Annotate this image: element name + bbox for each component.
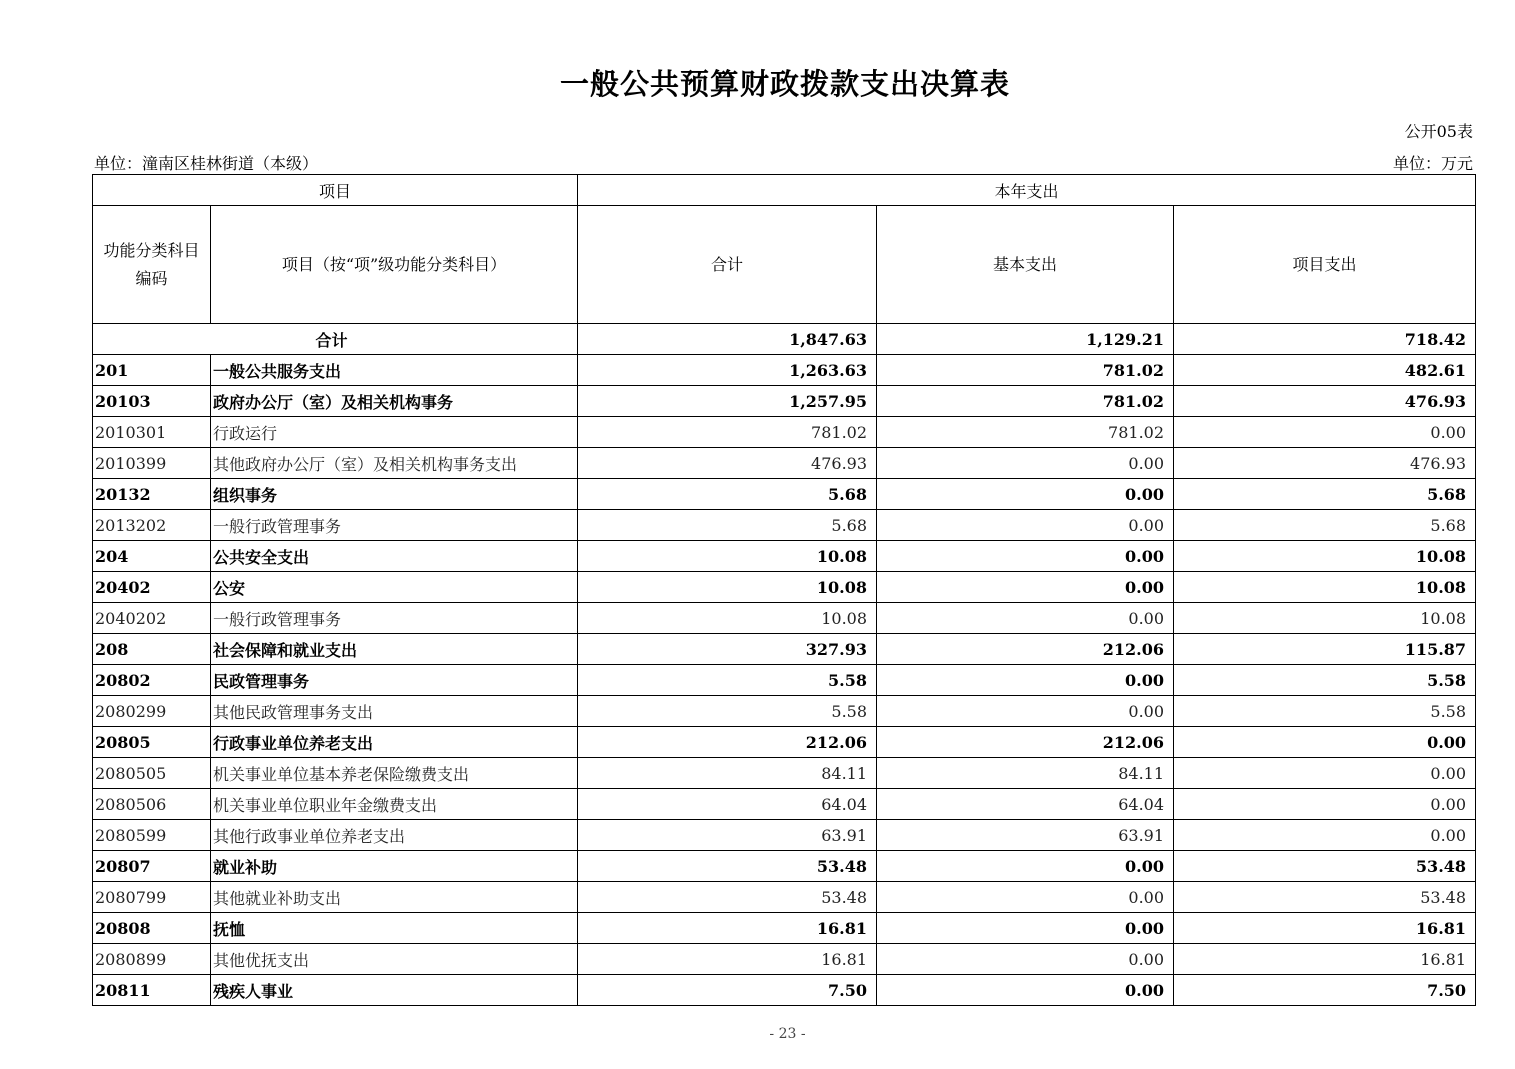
row-basic: 0.00 — [877, 603, 1174, 634]
row-name: 政府办公厅（室）及相关机构事务 — [211, 386, 578, 417]
row-code: 204 — [93, 541, 211, 572]
header-current-year: 本年支出 — [578, 175, 1476, 206]
row-code: 2080599 — [93, 820, 211, 851]
row-total: 476.93 — [578, 448, 877, 479]
header-name: 项目（按“项”级功能分类科目） — [211, 206, 578, 324]
row-total: 5.58 — [578, 696, 877, 727]
row-project: 0.00 — [1174, 789, 1476, 820]
row-basic: 84.11 — [877, 758, 1174, 789]
table-row — [93, 510, 1476, 541]
row-project: 7.50 — [1174, 975, 1476, 1006]
row-name: 公安 — [211, 572, 578, 603]
row-basic: 0.00 — [877, 541, 1174, 572]
row-basic: 0.00 — [877, 975, 1174, 1006]
row-total: 212.06 — [578, 727, 877, 758]
row-basic: 781.02 — [877, 386, 1174, 417]
row-basic: 63.91 — [877, 820, 1174, 851]
document-title: 一般公共预算财政拨款支出决算表 — [559, 67, 1010, 101]
header-total: 合计 — [578, 206, 877, 324]
table-row — [93, 851, 1476, 882]
table-row — [93, 355, 1476, 386]
row-code: 20807 — [93, 851, 211, 882]
row-code: 201 — [93, 355, 211, 386]
row-project: 5.68 — [1174, 510, 1476, 541]
row-total: 10.08 — [578, 541, 877, 572]
row-name: 其他优抚支出 — [211, 944, 578, 975]
row-project: 10.08 — [1174, 603, 1476, 634]
table-row — [93, 634, 1476, 665]
row-code: 20811 — [93, 975, 211, 1006]
row-code: 208 — [93, 634, 211, 665]
row-total: 16.81 — [578, 913, 877, 944]
table-row — [93, 975, 1476, 1006]
row-name: 机关事业单位职业年金缴费支出 — [211, 789, 578, 820]
row-code: 20402 — [93, 572, 211, 603]
table-row — [93, 789, 1476, 820]
row-basic: 0.00 — [877, 944, 1174, 975]
row-project: 10.08 — [1174, 541, 1476, 572]
row-code: 2080506 — [93, 789, 211, 820]
row-name: 一般行政管理事务 — [211, 510, 578, 541]
row-basic: 0.00 — [877, 510, 1174, 541]
row-code: 2010301 — [93, 417, 211, 448]
row-name: 其他就业补助支出 — [211, 882, 578, 913]
row-name: 其他民政管理事务支出 — [211, 696, 578, 727]
table-row — [93, 820, 1476, 851]
row-basic: 64.04 — [877, 789, 1174, 820]
expenditure-table — [92, 174, 1476, 1006]
row-code: 2040202 — [93, 603, 211, 634]
row-code: 20132 — [93, 479, 211, 510]
row-project: 0.00 — [1174, 758, 1476, 789]
table-row — [93, 448, 1476, 479]
table-row — [93, 603, 1476, 634]
row-project: 482.61 — [1174, 355, 1476, 386]
row-total: 5.58 — [578, 665, 877, 696]
row-code: 20802 — [93, 665, 211, 696]
table-row — [93, 944, 1476, 975]
row-code: 20805 — [93, 727, 211, 758]
row-project: 5.58 — [1174, 696, 1476, 727]
row-project: 5.58 — [1174, 665, 1476, 696]
row-basic: 212.06 — [877, 727, 1174, 758]
row-project: 53.48 — [1174, 851, 1476, 882]
row-name: 公共安全支出 — [211, 541, 578, 572]
table-code: 公开05表 — [1404, 122, 1473, 141]
row-name: 一般公共服务支出 — [211, 355, 578, 386]
row-basic: 0.00 — [877, 572, 1174, 603]
row-total: 5.68 — [578, 479, 877, 510]
row-project: 16.81 — [1174, 944, 1476, 975]
row-total: 7.50 — [578, 975, 877, 1006]
total-project: 718.42 — [1174, 324, 1476, 355]
row-project: 16.81 — [1174, 913, 1476, 944]
table-row — [93, 541, 1476, 572]
header-project: 项目 — [93, 175, 578, 206]
total-basic: 1,129.21 — [877, 324, 1174, 355]
row-total: 10.08 — [578, 603, 877, 634]
row-name: 组织事务 — [211, 479, 578, 510]
row-project: 0.00 — [1174, 727, 1476, 758]
row-total: 53.48 — [578, 882, 877, 913]
row-basic: 0.00 — [877, 913, 1174, 944]
row-total: 63.91 — [578, 820, 877, 851]
row-code: 20808 — [93, 913, 211, 944]
table-row — [93, 758, 1476, 789]
row-name: 行政运行 — [211, 417, 578, 448]
page-number: - 23 - — [769, 1026, 806, 1042]
currency-unit: 单位：万元 — [1392, 154, 1473, 173]
row-name: 残疾人事业 — [211, 975, 578, 1006]
row-total: 84.11 — [578, 758, 877, 789]
row-project: 0.00 — [1174, 417, 1476, 448]
row-code: 2080505 — [93, 758, 211, 789]
row-code: 2013202 — [93, 510, 211, 541]
row-code: 2080299 — [93, 696, 211, 727]
row-basic: 0.00 — [877, 696, 1174, 727]
row-code: 2010399 — [93, 448, 211, 479]
row-project: 53.48 — [1174, 882, 1476, 913]
reporting-unit: 单位：潼南区桂林街道（本级） — [94, 154, 319, 173]
row-basic: 0.00 — [877, 851, 1174, 882]
table-row — [93, 386, 1476, 417]
row-basic: 781.02 — [877, 355, 1174, 386]
header-code: 功能分类科目编码 — [93, 206, 211, 324]
header-project-expense: 项目支出 — [1174, 206, 1476, 324]
row-basic: 212.06 — [877, 634, 1174, 665]
row-basic: 0.00 — [877, 882, 1174, 913]
header-basic: 基本支出 — [877, 206, 1174, 324]
row-project: 476.93 — [1174, 386, 1476, 417]
row-code: 2080799 — [93, 882, 211, 913]
row-name: 行政事业单位养老支出 — [211, 727, 578, 758]
total-label: 合计 — [93, 324, 578, 355]
table-row — [93, 913, 1476, 944]
row-total: 781.02 — [578, 417, 877, 448]
table-row — [93, 417, 1476, 448]
row-total: 10.08 — [578, 572, 877, 603]
row-name: 机关事业单位基本养老保险缴费支出 — [211, 758, 578, 789]
row-basic: 0.00 — [877, 448, 1174, 479]
row-project: 476.93 — [1174, 448, 1476, 479]
row-project: 5.68 — [1174, 479, 1476, 510]
table-row — [93, 479, 1476, 510]
table-row — [93, 696, 1476, 727]
row-name: 一般行政管理事务 — [211, 603, 578, 634]
header-row-columns — [93, 206, 1476, 324]
row-name: 抚恤 — [211, 913, 578, 944]
row-basic: 0.00 — [877, 479, 1174, 510]
row-total: 1,263.63 — [578, 355, 877, 386]
header-row-top — [93, 175, 1476, 206]
table-row — [93, 727, 1476, 758]
row-name: 其他政府办公厅（室）及相关机构事务支出 — [211, 448, 578, 479]
table-row — [93, 882, 1476, 913]
total-row — [93, 324, 1476, 355]
row-name: 其他行政事业单位养老支出 — [211, 820, 578, 851]
row-name: 就业补助 — [211, 851, 578, 882]
row-project: 10.08 — [1174, 572, 1476, 603]
row-total: 64.04 — [578, 789, 877, 820]
row-name: 民政管理事务 — [211, 665, 578, 696]
row-total: 327.93 — [578, 634, 877, 665]
row-code: 20103 — [93, 386, 211, 417]
row-basic: 0.00 — [877, 665, 1174, 696]
row-total: 53.48 — [578, 851, 877, 882]
row-project: 0.00 — [1174, 820, 1476, 851]
row-total: 1,257.95 — [578, 386, 877, 417]
table-row — [93, 665, 1476, 696]
row-total: 5.68 — [578, 510, 877, 541]
row-total: 16.81 — [578, 944, 877, 975]
row-code: 2080899 — [93, 944, 211, 975]
row-project: 115.87 — [1174, 634, 1476, 665]
total-sum: 1,847.63 — [578, 324, 877, 355]
table-row — [93, 572, 1476, 603]
row-name: 社会保障和就业支出 — [211, 634, 578, 665]
row-basic: 781.02 — [877, 417, 1174, 448]
